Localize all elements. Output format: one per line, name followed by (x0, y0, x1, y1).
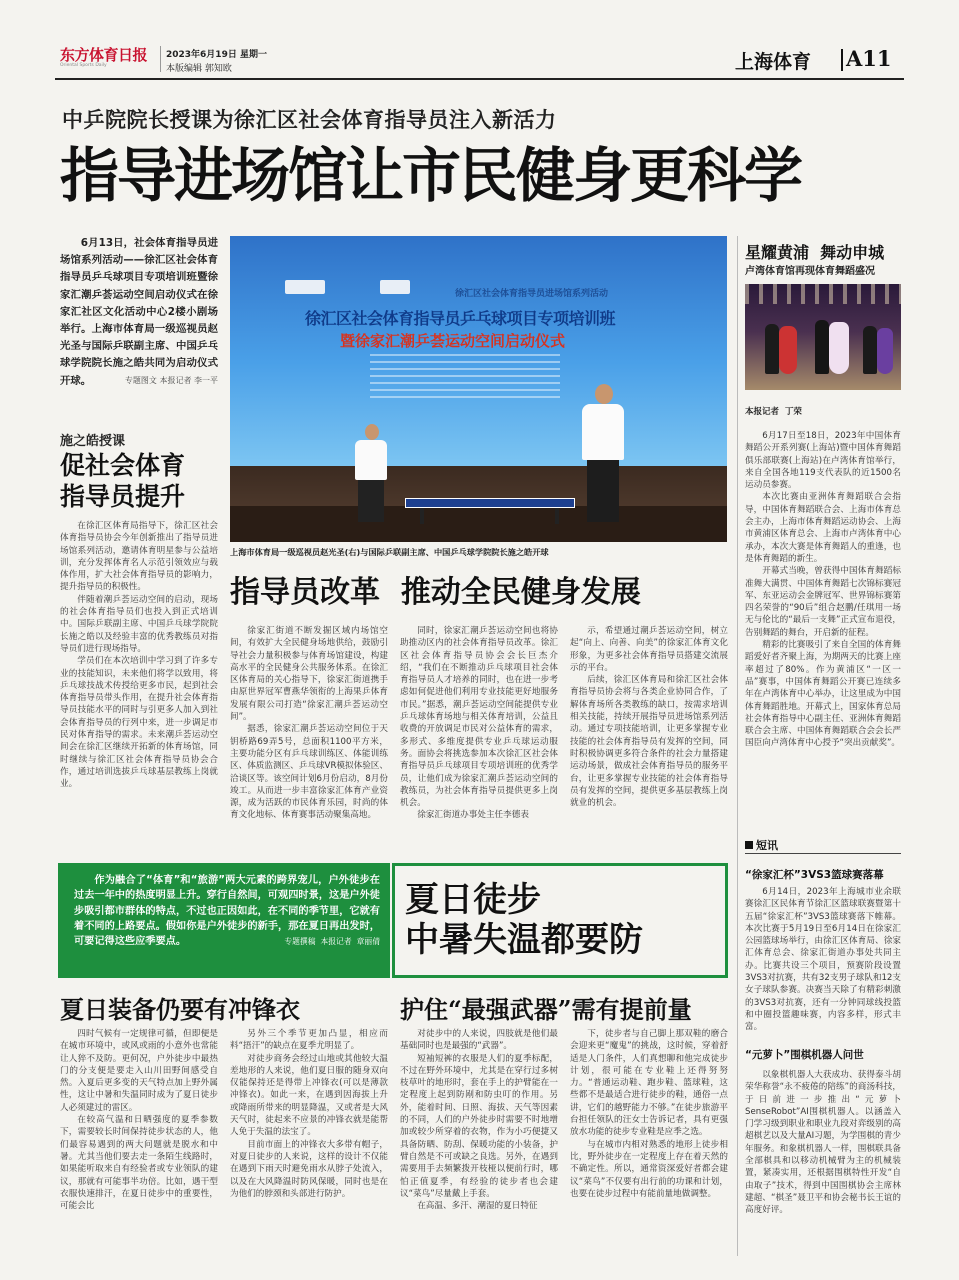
lead-photo (230, 236, 727, 542)
sub1-kicker: 施之皓授课 (60, 434, 126, 449)
feature-right-title: 护住“最强武器”需有提前量 (400, 995, 692, 1024)
sub1-paragraph: 伴随着潮乒荟运动空间的启动，现场的社会体育指导员们也投入到正式培训中。国际乒联副主席、中国乒乓球学院院长施之皓以及经验丰富的优秀教练员对指导员们进行现场指导。 (60, 594, 218, 654)
feature-byline: 专题撰稿 本报记者 章丽倩 (284, 937, 380, 947)
sub2-col-2 (400, 625, 558, 822)
feature-paragraph: 四时气候有一定规律可循，但即便是在城市环境中，或风或雨的小意外也常能让人猝不及防。更何况，户外徒步中最热门的分支便是要走入山川田野间感受自然。入夏后更多变的天气特点加上野外属性，这让中暑和失温同时成为了夏日徒步人必须建过的雷区。 (60, 1029, 218, 1113)
sidebar-divider (737, 236, 738, 1256)
issue-date: 2023年6月19日 星期一 (166, 50, 267, 60)
banner-line-2: 暨徐家汇潮乒荟运动空间启动仪式 (340, 332, 566, 350)
masthead-rule (55, 78, 904, 80)
person-left (355, 424, 389, 524)
brief2-title: “元萝卜”围棋机器人问世 (745, 1049, 864, 1061)
sponsor-logo-2 (380, 280, 410, 294)
sidebar-paragraph: 6月17日至18日，2023年中国体育舞蹈公开系列赛(上海站)暨中国体育舞蹈俱乐部联赛(上海站)在卢湾体育馆举行，来自全国各地119支代表队的近1500名运动员参赛。 (745, 431, 901, 491)
feature-intro-text: 作为融合了“体育”和“旅游”两大元素的跨界宠儿，户外徒步在过去一年中的热度明显上升。穿行自然间，可观四时景，这是户外徒步吸引都市群体的特点，不过也正因如此，在不同的季节里，它就有着不同的上路要点。假如你是户外徒步的新手，那在夏日再出发时，可要记得这些应季要点。 (74, 875, 380, 948)
masthead-divider (160, 46, 161, 72)
sub2-col-1 (230, 625, 388, 822)
dancer-2 (779, 326, 797, 374)
sub2-paragraph: 徐家汇街道办事处主任李德表 (417, 810, 529, 821)
feature-title-line-1: 夏日徒步 (405, 880, 541, 920)
brief-rule (745, 853, 901, 854)
sidebar-story1-body (745, 430, 901, 750)
dance-stage-lights (745, 284, 901, 304)
feature-paragraph: 短袖短裤的衣服是人们的夏季标配，不过在野外环境中，尤其是在穿行过多树枝草叶的地形时，套在手上的护臂能在一定程度上起到防剐和防虫叮的作用。另外，能着时间、日照、海拔、天气等因素的不同，人们的户外徒步时需要不时地增加或较少所穿着的衣物，作为小巧便捷又具备防晒、防刮、保暖功能的小装备，护臂自然是不可或缺之良选。另外，在遇到需要用手去频繁拨开枝桠以便前行时，哪怕正值夏季，有经验的徒步者也会建议“菜鸟”尽量戴上手套。 (400, 1053, 558, 1199)
brief1-body: 6月14日，2023年上海城市业余联赛徐汇区民体育节徐汇区篮球联赛暨第十五届“徐家汇杯”3VS3篮球赛落下帷幕。本次比赛于5月19日至6月14日在徐家汇公园篮球场举行，由徐汇区体育局、徐家汇体育总会、徐家汇街道办事处共同主办。比赛共设三个项目，预赛阶段设置3VS3对抗赛，共有32支男子球队和12支女子球队参赛。决赛当天除了有精彩刺激的3VS3对抗赛，还有一分钟同球线投篮和中圈投篮趣味赛，内容多样，形式丰富。 (745, 887, 901, 1033)
sidebar-story1-title: 星耀黄浦 舞动申城 (745, 243, 885, 262)
dancer-4 (829, 322, 849, 374)
sub2-title: 指导员改革 推动全民健身发展 (230, 575, 641, 610)
lead-photo-caption: 上海市体育局一级巡视员赵光圣(右)与国际乒联副主席、中国乒乓球学院院长施之皓开球 (230, 547, 549, 557)
feature-title-line-2: 中暑失温都要防 (405, 920, 643, 960)
sidebar-story1-subtitle: 卢湾体育馆再现体育舞蹈盛况 (745, 266, 875, 277)
ping-pong-table (405, 498, 575, 508)
sponsor-logo (285, 280, 325, 294)
sub2-paragraph: 同时，徐家汇潮乒荟运动空间也将协助推动区内的社会体育指导员改革。徐汇区社会体育指导员协会会长巨杰介绍，“我们在不断推动乒乓球项目社会体育指导员人才培养的同时，也在进一步考虑如何促进他们利用专业技能更好地服务市民。”据悉，潮乒荟运动空间能提供专业乒乓球体育场地与相关体育培训，公益且收费的开放调足市民对公益体育的需求，多形式、多维度提供专业乒乓球运动服务。面协会将挑选参加本次徐汇区社会体育指导员乒乓球项目专项培训班的优秀学员，让他们成为徐家汇潮乒荟运动空间的教练员，为社会体育指导员提供更多上岗机会。 (400, 626, 558, 809)
brief1-title: “徐家汇杯”3VS3篮球赛落幕 (745, 869, 884, 881)
dance-photo (745, 284, 901, 390)
dancer-6 (877, 328, 893, 374)
banner-top-line: 徐汇区社会体育指导员进场馆系列活动 (455, 289, 609, 299)
page-number: A11 (846, 46, 892, 71)
brief-header-label: 短讯 (756, 839, 778, 852)
feature-paragraph: 下，徒步者与自己脚上那双鞋的磨合会迎来更“魔鬼”的挑战，这时候，穿着舒适是人门条件，人们真想聊和他完成徒步计划，很可能在专业鞋上还得努努力。“普通运动鞋、跑步鞋、篮球鞋，这些都不是最适合进行徒步的鞋，通俗一点讲，它们的越野能力不够。”在徒步旅游平台担任领队的汪女士告诉记者，具有更强放水功能的徒步专业鞋是应季之选。 (570, 1029, 728, 1138)
sub2-paragraph: 徐家汇街道不断发掘区域内场馆空间，有效扩大全民健身场地供给，鼓励引导社会力量积极参与体育场馆建设，构建高水平的全民健身公共服务体系。在徐汇区体育局的关心指导下，徐家汇街道携手由原世界冠军曹燕华领衔的上海果乒体育发展有限公司打造“徐家汇潮乒荟运动空间”。 (230, 626, 388, 723)
newspaper-logo (60, 44, 160, 76)
table-leg-right (555, 508, 559, 524)
brief-header (745, 837, 778, 853)
brief2-body: 以象棋机器人大获成功、获得泰斗胡荣华称誉“永不疲倦的陪练”的商汤科技，于日前进一步推出“元萝卜SenseRobot”AI围棋机器人。以涵盖入门学习级到职业和职业九段对弈级别的高超棋艺以及大量AI习题，为学围棋的青少年服务。和象棋机器人一样，围棋联具备全部棋具和以移动机械臂为主的机械装置，紧凑实用，还根据围棋特性开发“自由取子”技术，得到中国围棋协会主席林建超、“棋圣”聂卫平和协会秘书长王谊的高度好评。 (745, 1070, 901, 1216)
dancer-3 (815, 320, 829, 374)
section-name: 上海体育 (735, 51, 812, 73)
feature-paragraph: 在高温、多汗、潮湿的夏日特征 (417, 1201, 538, 1212)
section-bar (841, 49, 843, 71)
sidebar-paragraph: 开幕式当晚，曾获得中国体育舞蹈标准舞大满贯、中国体育舞蹈七次锦标赛冠军、东亚运动会金牌冠军、世界锦标赛第四名荣誉的“90后”组合赵鹏/任琪用一场无与伦比的“最后一支舞”正式宣布退役，告别舞蹈的舞台，开启新的征程。 (745, 566, 901, 638)
feature-paragraph: 另外三个季节更加凸显，相应而料“捂汗”的缺点在夏季尤明显了。 (230, 1029, 388, 1052)
sub1-paragraph: 在徐汇区体育局指导下，徐汇区社会体育指导员协会今年创新推出了指导员进场馆系列活动，邀请体育明星参与公益培训，充分发挥体育名人示范引领效应与载体作用，扩大社会体育指导员的影响力，提升指导员的积极性。 (60, 521, 218, 593)
sub2-paragraph: 后续，徐汇区体育局和徐汇区社会体育指导员协会将与各类企业协同合作，了解体育场所各类教练的缺口，按需求培训相关技能，持续开展指导员进场馆系列活动。通过专项技能培训，让更多掌握专业技能的社会体育指导员有发挥的空间，同时积极协调更多符合条件的社会力量搭建运动场景，做成社会体育指导员的服务平台，让更多掌握专业技能的社会体育指导员有发挥的空间，提供更多基层教练上岗就业的机会。 (570, 675, 728, 809)
banner-details (370, 354, 560, 400)
feature-right-col-1 (400, 1028, 558, 1212)
lead-headline: 指导进场馆让市民健身更科学 (60, 141, 802, 210)
brief-square-icon (745, 841, 753, 849)
sub2-paragraph: 据悉，徐家汇潮乒荟运动空间位于天钥桥路69弄5号，总面积1100平方米，主要功能分区有乒乓球训练区、体能训练区、体质监测区、乒乓球VR模拟体验区、洽谈区等。该空间计划6月份启动，8月份竣工。从而进一步丰富徐家汇体育产业资源，成为活跃的市民体育乐园，时尚的体育文化地标、体育赛事活动聚集高地。 (230, 724, 388, 821)
sub2-paragraph: 示，希望通过潮乒荟运动空间，树立起“向上、向善、向美”的徐家汇体育文化形象，为更多社会体育指导员搭建交流展示的平台。 (570, 626, 728, 673)
sidebar-story1-byline: 本报记者 丁荣 (745, 407, 802, 417)
sub1-title-line-2: 指导员提升 (60, 482, 186, 511)
feature-paragraph: 目前市面上的冲锋衣大多带有帽子，对夏日徒步的人来说，这样的设计不仅能在遇到下雨天时避免雨水从脖子处流入，以及在大风降温时防风保暖，同时也是在为他们的脖颈和头部进行防护。 (230, 1139, 388, 1199)
feature-paragraph: 对徒步中的人来说，四肢就是他们最基础同时也是最强的“武器”。 (400, 1029, 558, 1052)
logo-main: 东方体育日报 (60, 46, 148, 64)
feature-paragraph: 对徒步商务会经过山地或其他较大温差地形的人来说，他们夏日服的随身双向仅能保持还是得带上冲锋衣(可以是薄款冲锋衣)。如此一来，在遇到因海拔上升或降雨所带来的明显降温，又或者是大风天气时，徒起来不应景的冲锋衣就是能帮人免于失温的法宝了。 (230, 1053, 388, 1138)
sub1-body (60, 520, 218, 791)
page-editor: 本版编辑 郭知欧 (166, 64, 232, 74)
feature-left-col-1 (60, 1028, 218, 1212)
stage-front (230, 506, 727, 542)
logo-sub: Oriental Sports Daily (60, 63, 107, 68)
lead-kicker: 中乒院院长授课为徐汇区社会体育指导员注入新活力 (62, 108, 557, 132)
stage-backdrop (230, 236, 727, 466)
lead-byline: 专题图文 本报记者 李一平 (124, 375, 218, 385)
feature-paragraph: 与在城市内相对熟悉的地形上徒步相比，野外徒步在一定程度上存在着天然的不确定性。所以，通常资深爱好者都会建议“菜鸟”不仅要有出行前的功课和计划，也要在徒步过程中有能前量地做调整。 (570, 1139, 728, 1199)
feature-paragraph: 在较高气温和日晒强度的夏季参数下，需要较长时间保持徒步状态的人，他们最容易遇到的两大问题就是脱水和中暑。尤其当他们要去走一条陌生线路时，如果能听取来自有经验者或专业领队的建议，那就有可能事半功倍。比如，遇干型衣服快速排汗，在夏日徒步中的重要性，可能会比 (60, 1115, 218, 1212)
banner-line-1: 徐汇区社会体育指导员乒乓球项目专项培训班 (305, 309, 616, 328)
feature-right-col-2 (570, 1028, 728, 1200)
sidebar-paragraph: 本次比赛由亚洲体育舞蹈联合会指导，中国体育舞蹈联合会、上海市体育总会主办，上海市体育舞蹈运动协会、上海市黄浦区体育总会、上海市卢湾体育中心承办，本次大赛是体育舞蹈人的重逢，也是体育舞蹈的新生。 (745, 492, 901, 564)
table-leg-left (420, 508, 424, 524)
person-right (582, 384, 626, 524)
dancer-5 (863, 326, 877, 374)
dancer-1 (765, 324, 779, 374)
lead-intro-text: 6月13日，社会体育指导员进场馆系列活动——徐汇区社会体育指导员乒乓球项目专项培训班暨徐家汇潮乒荟运动空间启动仪式在徐家汇社区文化活动中心2楼小剧场举行。上海市体育局一级巡视员赵光圣与国际乒联副主席、中国乒乓球学院院长施之皓共同为启动仪式开球。 (60, 237, 218, 387)
sub1-title-line-1: 促社会体育 (60, 451, 186, 480)
feature-left-col-2 (230, 1028, 388, 1200)
feature-title-box (392, 863, 728, 978)
sub1-title (60, 450, 185, 512)
sub2-col-3 (570, 625, 728, 809)
feature-left-title: 夏日装备仍要有冲锋衣 (60, 995, 300, 1024)
masthead (0, 0, 959, 88)
lead-intro (60, 235, 218, 386)
feature-intro-box (58, 863, 390, 978)
sub1-paragraph: 学员们在本次培训中学习到了许多专业的技能知识，未来他们将学以致用，将乒乓球技战术传授给更多市民，起到社会体育指导员带头作用，在提升社会体育指导员技能水平的同时与引更多人加入到社会体育指导员的行列中来，进一步调足市民对体育指导的需求。未来潮乒荟运动空间会在徐汇区继续开拓新的体育场馆，同时继续与徐汇区社会体育指导员协会合作，通过培训选拔乒乓球基层教练上岗就业。 (60, 656, 218, 790)
sidebar-paragraph: 精彩的比赛吸引了来自全国的体育舞蹈爱好者齐聚上海，为期两天的比赛上座率超过了80%。作为黄浦区“一区一品”赛事，中国体育舞蹈公开赛已连续多年在卢湾体育中心举办，让这里成为中国体育舞蹈胜地。开幕式上，国家体育总局社会体育指导中心副主任、亚洲体育舞蹈联合会主席、中国体育舞蹈联合会会长严国臣向卢湾体育中心授予“突出贡献奖”。 (745, 640, 901, 749)
